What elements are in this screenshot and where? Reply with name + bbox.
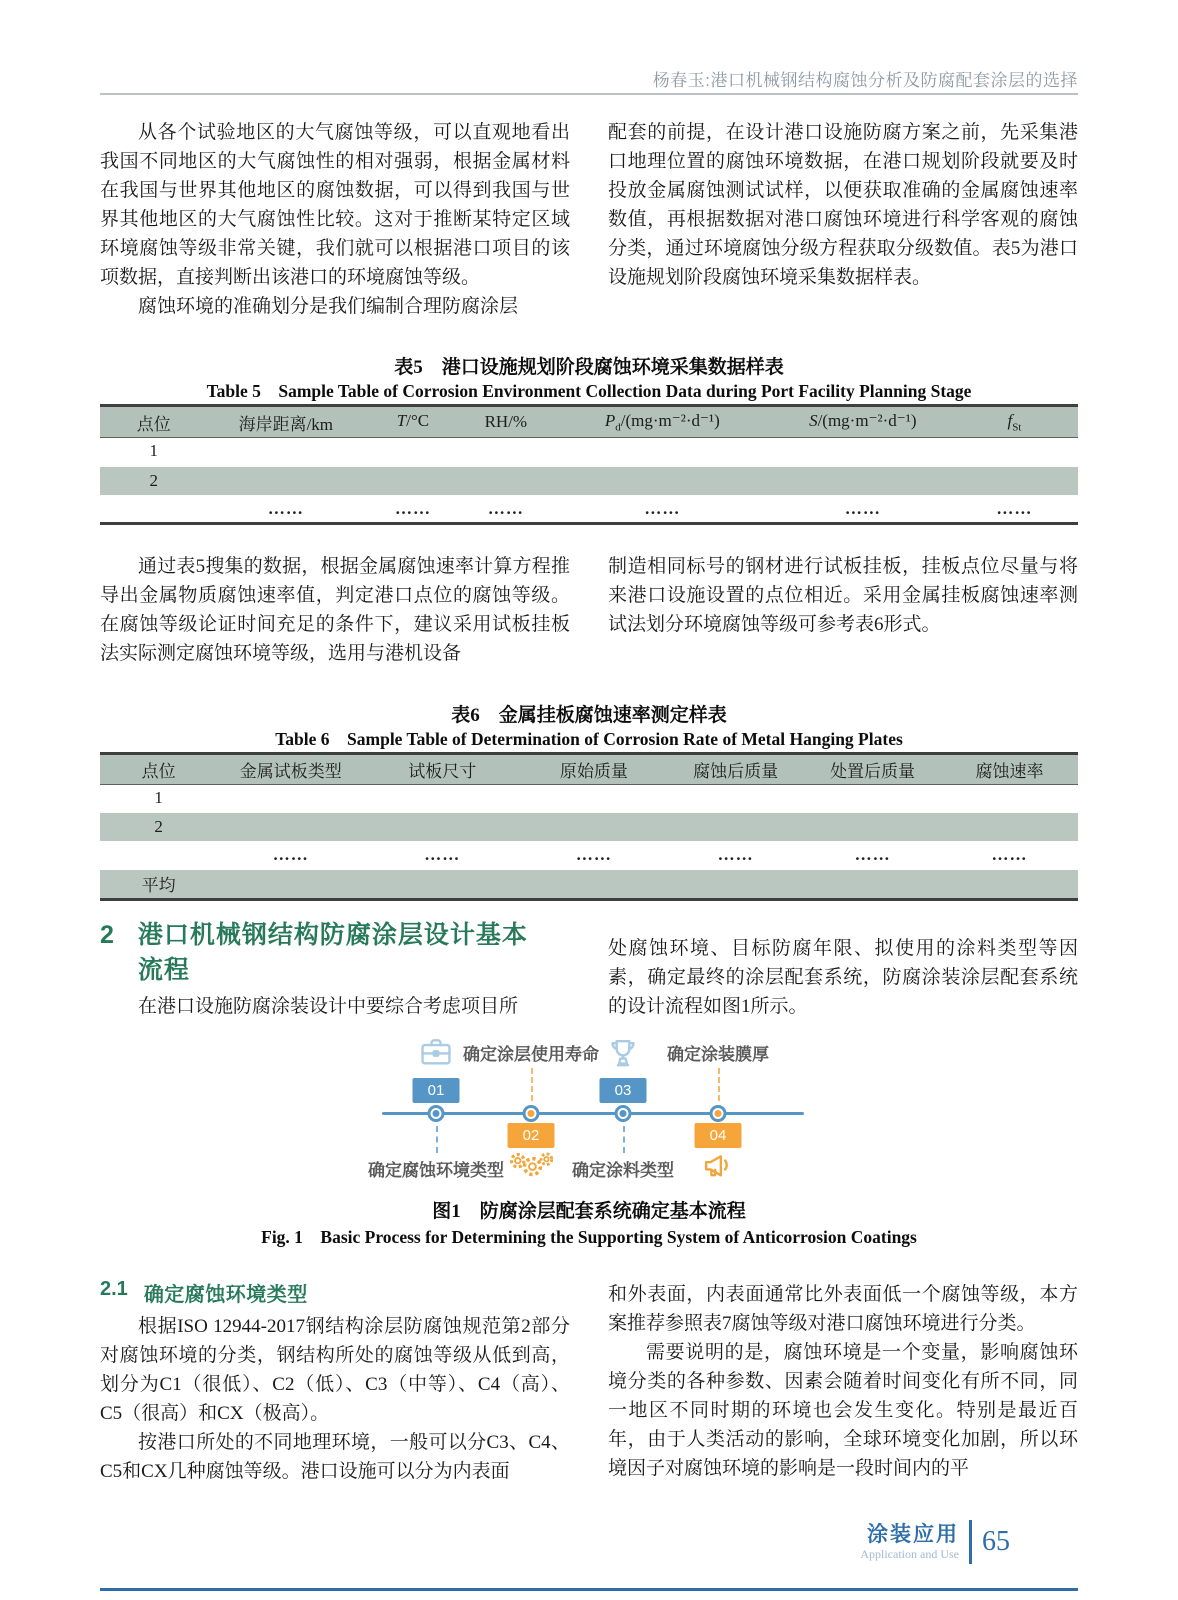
section21-left-column [100, 1278, 570, 1486]
table-cell [364, 812, 520, 842]
table-cell [941, 785, 1078, 812]
flow-step-4 [638, 1028, 798, 1186]
table-cell [364, 438, 462, 466]
table-cell: 2 [149, 470, 159, 490]
table-cell [521, 869, 668, 900]
paragraph: 从各个试验地区的大气腐蚀等级，可以直观地看出我国不同地区的大气腐蚀性的相对强弱，根据金属材料在我国与世界其他地区的腐蚀数据，可以得到我国与世界其他地区的大气腐蚀性比较。这对于推断某特定区域环境腐蚀等级非常关键，我们就可以根据港口项目的该项数据，直接判断出该港口的环境腐蚀等级。 [100, 122, 570, 288]
journal-name-en: Application and Use [860, 1547, 959, 1561]
section2-left-column [100, 918, 570, 1021]
table-cell [775, 466, 951, 496]
paragraph: 配套的前提，在设计港口设施防腐方案之前，先采集港口地理位置的腐蚀环境数据，在港口规划阶段就要及时投放金属腐蚀测试试样，以便获取准确的金属腐蚀速率数值，再根据数据对港口腐蚀环境进行科学客观的腐蚀分类，通过环境腐蚀分级方程获取分级数值。表5为港口设施规划阶段腐蚀环境采集数据样表。 [608, 122, 1078, 288]
bottom-rule [100, 1588, 1078, 1591]
header-rule [100, 93, 1078, 95]
table-cell [951, 438, 1078, 466]
section2-heading [100, 918, 570, 988]
step-label: 确定涂料类型 [572, 1161, 674, 1180]
paragraph: 处腐蚀环境、目标防腐年限、拟使用的涂料类型等因素，确定最终的涂层配套系统，防腐涂装涂层配套系统的设计流程如图1所示。 [608, 938, 1078, 1017]
table-cell [804, 812, 941, 842]
col-header: 处置后质量 [830, 762, 916, 781]
table-cell: 平均 [141, 876, 176, 896]
table-cell [951, 466, 1078, 496]
col-header: 海岸距离/km [238, 414, 334, 434]
step-label: 确定涂装膜厚 [667, 1045, 769, 1064]
table-cell: …… [487, 499, 524, 519]
table-row [100, 496, 1078, 524]
timeline-node [710, 1105, 727, 1122]
table-cell: 1 [154, 787, 163, 807]
section-title: 确定腐蚀环境类型 [143, 1284, 308, 1306]
table-cell [804, 785, 941, 812]
table-cell [550, 466, 775, 496]
table-cell: …… [424, 845, 461, 864]
table-cell [775, 438, 951, 466]
step-label: 确定涂层使用寿命 [463, 1045, 599, 1064]
connector-dashed [531, 1068, 533, 1101]
col-header: T/°C [396, 410, 430, 430]
page-number: 65 [982, 1526, 1010, 1557]
table-row [100, 785, 1078, 812]
col-header: 点位 [136, 414, 171, 434]
table-cell [521, 785, 668, 812]
col-header: 腐蚀后质量 [693, 762, 779, 781]
paragraph: 根据ISO 12944-2017钢结构涂层防腐蚀规范第2部分对腐蚀环境的分类，钢结构所处的腐蚀等级从低到高，划分为C1（很低）、C2（低）、C3（中等）、C4（高）、C5（很高）和CX（极高）。 [100, 1316, 570, 1424]
table-cell [941, 869, 1078, 900]
running-title: 杨春玉:港口机械钢结构腐蚀分析及防腐配套涂层的选择 [652, 71, 1078, 90]
node-dot [715, 1110, 722, 1117]
table5-header-row [100, 406, 1078, 438]
table-cell: …… [272, 845, 309, 864]
table-cell [521, 812, 668, 842]
table-cell [364, 785, 520, 812]
table-cell [100, 496, 208, 524]
intro-right-column [608, 118, 1078, 292]
table-cell: …… [394, 499, 431, 519]
node-dot [433, 1110, 440, 1117]
table-cell: 1 [149, 441, 159, 461]
table-cell [208, 438, 364, 466]
timeline-node [615, 1105, 632, 1122]
table-cell [804, 869, 941, 900]
col-header: 金属试板类型 [239, 762, 342, 781]
table-cell: …… [996, 499, 1033, 519]
table-cell: …… [644, 499, 681, 519]
page-footer [860, 1520, 1010, 1564]
footer-divider-bar [969, 1520, 972, 1564]
col-header: 点位 [141, 762, 176, 781]
table-row [100, 812, 1078, 842]
connector-dashed [718, 1068, 720, 1101]
section21-right-column [608, 1280, 1078, 1483]
table-cell [100, 842, 217, 869]
col-header: $P_d/(mg\cdot m^{-2}\cdot d^{-1})$ [604, 410, 720, 434]
journal-name [860, 1523, 959, 1561]
journal-name-zh: 涂装应用 [867, 1523, 959, 1546]
table-cell [941, 812, 1078, 842]
table5 [100, 404, 1078, 525]
table-cell: …… [575, 845, 612, 864]
table-row [100, 842, 1078, 869]
table6-caption-en: Table 6 Sample Table of Determination of Corrosion Rate of Metal Hanging Plates [275, 729, 903, 749]
section21-heading [100, 1278, 570, 1307]
table6-header-row [100, 754, 1078, 785]
step-number-badge: 03 [600, 1078, 647, 1103]
col-header: S/(mg·m⁻²·d⁻¹) [809, 410, 917, 430]
table-row [100, 466, 1078, 496]
section-number: 2 [100, 921, 114, 949]
table-cell [217, 812, 364, 842]
paragraph: 需要说明的是，腐蚀环境是一个变量，影响腐蚀环境分类的各种参数、因素会随着时间变化有所不同，同一地区不同时期的环境也会发生变化。特别是最近百年，由于人类活动的影响，全球环境变化加剧，所以环境因子对腐蚀环境的影响是一段时间内的平 [608, 1342, 1078, 1479]
paragraph: 按港口所处的不同地理环境，一般可以分C3、C4、C5和CX几种腐蚀等级。港口设施可以分为内表面 [100, 1432, 570, 1482]
table-cell [217, 869, 364, 900]
table-cell [667, 869, 804, 900]
paragraph: 制造相同标号的钢材进行试板挂板，挂板点位尽量与将来港口设施设置的点位相近。采用金属挂板腐蚀速率测试法划分环境腐蚀等级可参考表6形式。 [608, 556, 1078, 635]
table5-caption-zh: 表5 港口设施规划阶段腐蚀环境采集数据样表 [394, 357, 784, 378]
table-cell [462, 438, 550, 466]
section-title: 港口机械钢结构防腐涂层设计基本流程 [137, 921, 528, 984]
table-cell: 2 [154, 816, 163, 836]
section-number: 2.1 [100, 1278, 128, 1300]
table-cell [208, 466, 364, 496]
figure1-caption-zh: 图1 防腐涂层配套系统确定基本流程 [432, 1201, 746, 1222]
connector-dashed [436, 1126, 438, 1153]
col-header: 腐蚀速率 [975, 762, 1044, 781]
table-cell: …… [991, 845, 1028, 864]
step-number-badge: 04 [695, 1123, 742, 1148]
timeline-node [523, 1105, 540, 1122]
col-header: $f_{St}$ [1007, 410, 1022, 434]
paragraph: 通过表5搜集的数据，根据金属腐蚀速率计算方程推导出金属物质腐蚀速率值，判定港口点位的腐蚀等级。在腐蚀等级论证时间充足的条件下，建议采用试板挂板法实际测定腐蚀环境等级，选用与港机设备 [100, 556, 570, 664]
megaphone-icon [699, 1146, 737, 1184]
table-cell: …… [844, 499, 881, 519]
trophy-icon [604, 1034, 642, 1072]
table-cell: …… [267, 499, 304, 519]
step-label: 确定腐蚀环境类型 [368, 1161, 504, 1180]
step-number-badge: 01 [413, 1078, 460, 1103]
figure1-flowchart [350, 1028, 830, 1186]
connector-dashed [623, 1126, 625, 1153]
table6 [100, 752, 1078, 901]
mid-left-column [100, 552, 570, 668]
col-header: 原始质量 [559, 762, 628, 781]
paragraph: 腐蚀环境的准确划分是我们编制合理防腐涂层 [138, 296, 519, 317]
timeline-node [428, 1105, 445, 1122]
table6-caption-zh: 表6 金属挂板腐蚀速率测定样表 [451, 705, 727, 726]
table-cell [364, 869, 520, 900]
table-cell: …… [854, 845, 891, 864]
table-cell [550, 438, 775, 466]
table5-caption-en: Table 5 Sample Table of Corrosion Environment Collection Data during Port Facility Planning Stage [206, 381, 972, 401]
figure1-caption-en: Fig. 1 Basic Process for Determining the Supporting System of Anticorrosion Coatings [261, 1227, 917, 1247]
table-cell [217, 785, 364, 812]
section2-right-column [608, 934, 1078, 1021]
paragraph: 在港口设施防腐涂装设计中要综合考虑项目所 [138, 996, 519, 1017]
table-row-average [100, 869, 1078, 900]
table-row [100, 438, 1078, 466]
step-number-badge: 02 [508, 1123, 555, 1148]
table-cell [667, 785, 804, 812]
paragraph: 和外表面，内表面通常比外表面低一个腐蚀等级，本方案推荐参照表7腐蚀等级对港口腐蚀环境进行分类。 [608, 1284, 1078, 1334]
briefcase-icon [417, 1034, 455, 1072]
col-header: RH/% [484, 412, 528, 431]
table-cell [667, 812, 804, 842]
table-cell: …… [717, 845, 754, 864]
mid-right-column [608, 552, 1078, 639]
node-dot [528, 1110, 535, 1117]
col-header: 试板尺寸 [408, 762, 477, 781]
table-cell [462, 466, 550, 496]
table-cell [364, 466, 462, 496]
intro-left-column [100, 118, 570, 321]
node-dot [620, 1110, 627, 1117]
